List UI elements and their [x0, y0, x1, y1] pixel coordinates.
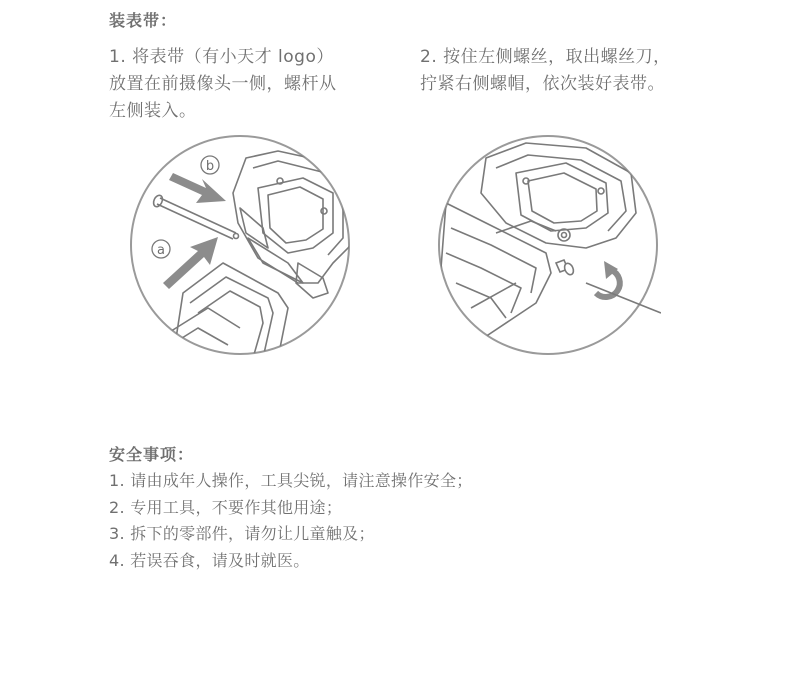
step2-text: [420, 44, 671, 98]
callout-b-label: b: [205, 159, 215, 174]
step1-line: 1. 将表带（有小天才 logo）: [109, 47, 334, 67]
safety-item: 4. 若误吞食，请及时就医。: [109, 550, 310, 570]
safety-item: 2. 专用工具，不要作其他用途；: [109, 497, 343, 517]
step1-line: 放置在前摄像头一侧，螺杆从: [109, 74, 337, 94]
step2-line: 拧紧右侧螺帽，依次装好表带。: [420, 74, 665, 94]
safety-list: [109, 468, 473, 574]
strap-insert-illustration: [128, 133, 353, 358]
safety-item: 1. 请由成年人操作，工具尖锐，请注意操作安全；: [109, 471, 473, 490]
step2-line: 2. 按住左侧螺丝，取出螺丝刀，: [420, 47, 671, 67]
safety-item: 3. 拆下的零部件，请勿让儿童触及；: [109, 524, 375, 543]
step1-text: [109, 44, 337, 125]
tighten-screw-illustration: [436, 133, 661, 358]
install-heading: 装表带：: [109, 11, 178, 30]
step1-line: 左侧装入。: [109, 101, 197, 121]
callout-a-label: a: [157, 243, 165, 258]
safety-heading: 安全事项：: [109, 445, 195, 464]
